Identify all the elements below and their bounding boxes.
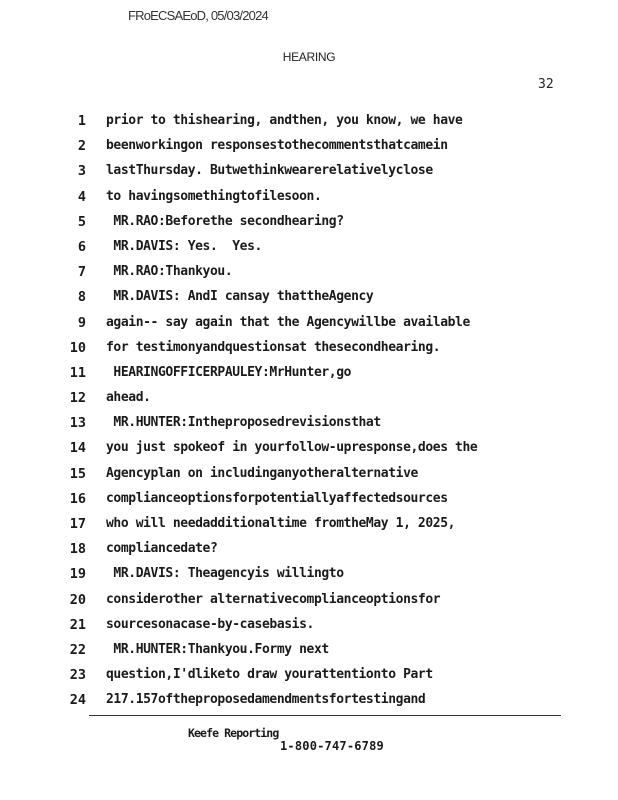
line-text: prior to thishearing, andthen, you know, we have [106, 113, 463, 128]
line-text: you just spokeof in yourfollow-upresponse,does the [106, 440, 478, 456]
transcript-line [0, 160, 618, 185]
line-number: 14 [69, 440, 86, 457]
transcript-line [0, 261, 618, 286]
transcript-line [0, 538, 618, 563]
line-text: beenworkingon responsestothecommentsthatcamein [106, 138, 448, 154]
line-number: 17 [69, 516, 86, 532]
transcript-line [0, 437, 618, 462]
line-number: 2 [77, 138, 86, 155]
line-number: 16 [69, 490, 86, 507]
transcript-line [0, 614, 618, 639]
line-number: 23 [69, 667, 86, 684]
transcript-line [0, 312, 618, 337]
line-text: for testimonyandquestionsat thesecondhearing. [106, 339, 441, 355]
line-text: MR.HUNTER:Intheproposedrevisionsthat [106, 415, 381, 431]
transcript-line [0, 463, 618, 488]
line-number: 5 [77, 213, 86, 230]
line-text: 217.157oftheproposedamendmentsfortestingand [106, 692, 426, 708]
line-text: to havingsomethingtofilesoon. [106, 188, 322, 204]
line-text: sourcesonacase-by-casebasis. [106, 616, 314, 632]
line-number: 9 [77, 314, 86, 331]
line-text: who will needadditionaltime fromtheMay 1, 2025, [106, 516, 456, 531]
line-text: lastThursday. Butwethinkwearerelativelyclose [106, 163, 433, 179]
line-text: MR.DAVIS: Yes. Yes. [106, 238, 262, 254]
line-number: 1 [77, 113, 86, 129]
transcript-line [0, 186, 618, 211]
line-number: 8 [77, 289, 86, 306]
line-text: again-- say again that the Agencywillbe available [106, 314, 470, 330]
line-number: 15 [69, 465, 86, 482]
line-number: 4 [77, 188, 86, 205]
line-text: Agencyplan on includinganyotheralternative [106, 465, 418, 481]
line-text: considerother alternativecomplianceoptionsfor [106, 591, 441, 607]
filing-stamp: FRoECSAEoD, 05/03/2024 [128, 8, 268, 23]
line-number: 20 [69, 591, 86, 608]
line-text: MR.DAVIS: AndI cansay thattheAgency [106, 289, 374, 305]
line-text: MR.DAVIS: Theagencyis willingto [106, 566, 344, 582]
transcript-line [0, 689, 618, 714]
line-number: 12 [69, 390, 86, 407]
line-number: 6 [77, 238, 86, 255]
transcript-line [0, 488, 618, 513]
transcript-line [0, 563, 618, 588]
line-text: compliancedate? [106, 541, 218, 557]
line-number: 10 [69, 339, 86, 356]
footer-divider [89, 715, 561, 716]
transcript-line [0, 135, 618, 160]
line-number: 18 [69, 541, 86, 558]
transcript-line [0, 362, 618, 387]
line-number: 21 [69, 616, 86, 633]
transcript-line [0, 110, 618, 135]
transcript-line [0, 236, 618, 261]
line-text: complianceoptionsforpotentiallyaffectedsources [106, 490, 448, 506]
transcript-line [0, 664, 618, 689]
transcript-line [0, 211, 618, 236]
transcript-line [0, 412, 618, 437]
transcript-lines [0, 110, 618, 715]
line-number: 22 [69, 641, 86, 658]
line-text: ahead. [106, 390, 151, 406]
transcript-line [0, 639, 618, 664]
reporter-phone: 1-800-747-6789 [280, 739, 384, 753]
line-number: 13 [69, 415, 86, 432]
line-number: 7 [77, 264, 86, 281]
line-text: MR.RAO:Beforethe secondhearing? [106, 213, 344, 229]
transcript-line [0, 286, 618, 311]
transcript-line [0, 589, 618, 614]
line-number: 3 [77, 163, 86, 180]
line-text: HEARINGOFFICERPAULEY:MrHunter,go [106, 364, 352, 380]
line-text: MR.RAO:Thankyou. [106, 264, 233, 280]
line-number: 24 [69, 692, 86, 709]
line-number: 19 [69, 566, 86, 583]
reporter-name: Keefe Reporting [188, 726, 279, 740]
page-number: 32 [538, 77, 554, 92]
document-title: HEARING [282, 50, 336, 64]
line-text: question,I'dliketo draw yourattentionto Part [106, 667, 433, 683]
transcript-line [0, 513, 618, 538]
transcript-line [0, 387, 618, 412]
line-text: MR.HUNTER:Thankyou.Formy next [106, 641, 329, 657]
transcript-line [0, 337, 618, 362]
line-number: 11 [69, 364, 86, 381]
